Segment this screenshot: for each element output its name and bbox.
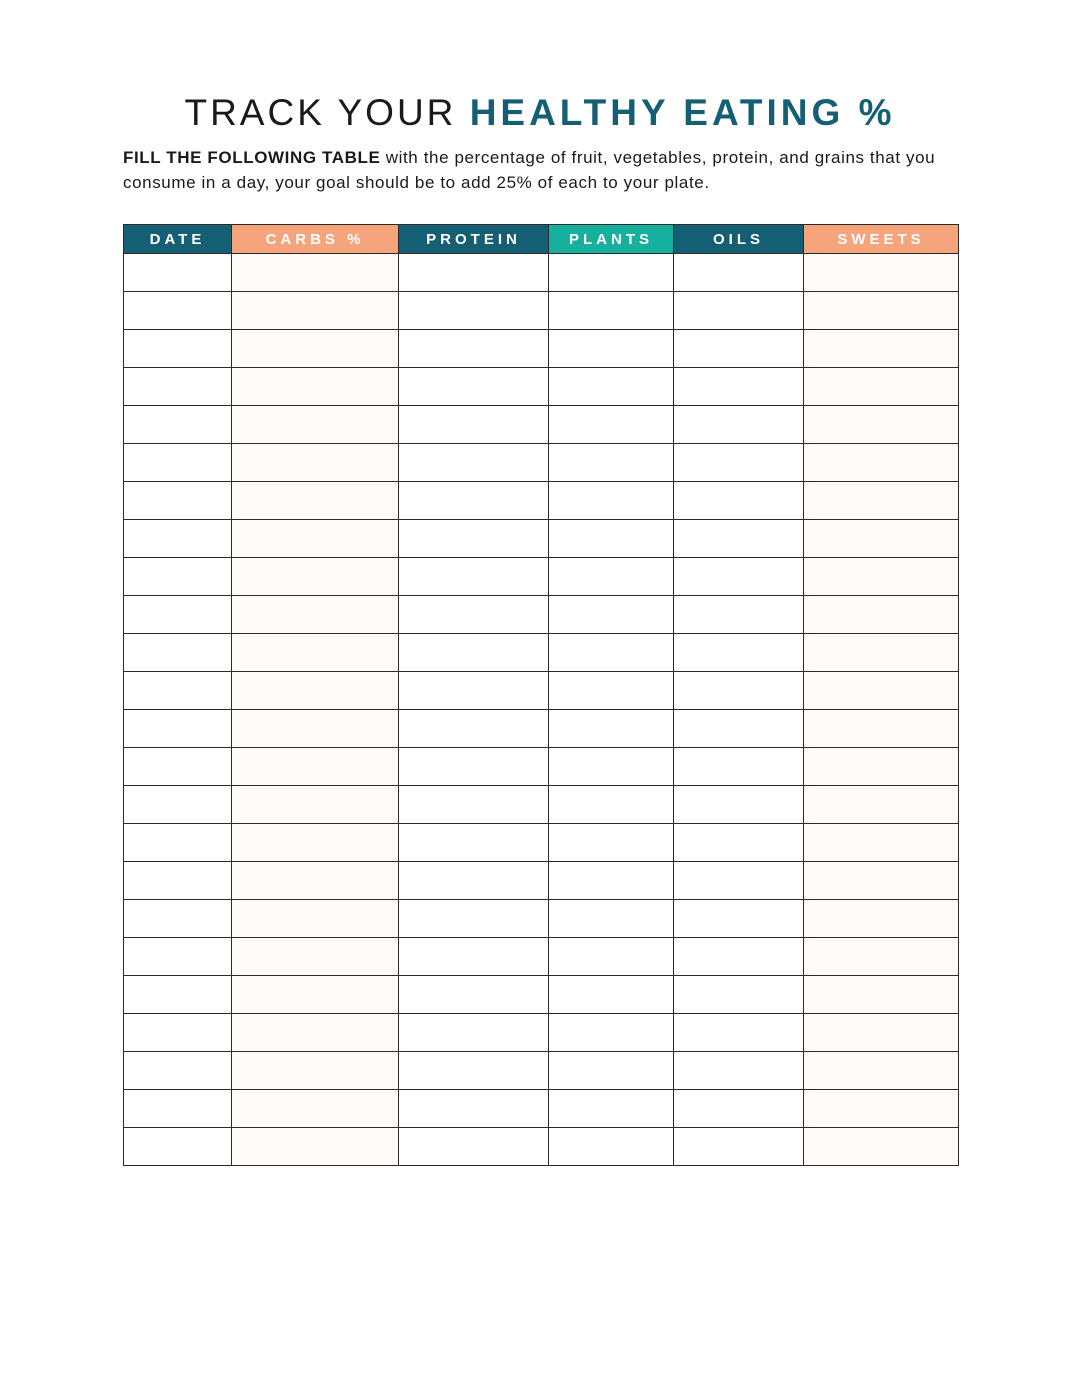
- cell-oils[interactable]: [674, 330, 804, 368]
- column-header-protein: PROTEIN: [399, 225, 549, 254]
- table-row: [124, 862, 959, 900]
- cell-sweets[interactable]: [804, 938, 959, 976]
- column-header-plants: PLANTS: [549, 225, 674, 254]
- cell-oils[interactable]: [674, 634, 804, 672]
- cell-oils[interactable]: [674, 292, 804, 330]
- cell-oils[interactable]: [674, 1052, 804, 1090]
- table-row: [124, 1014, 959, 1052]
- cell-plants[interactable]: [549, 444, 674, 482]
- cell-oils[interactable]: [674, 862, 804, 900]
- cell-oils[interactable]: [674, 558, 804, 596]
- cell-carbs[interactable]: [232, 938, 399, 976]
- cell-carbs[interactable]: [232, 634, 399, 672]
- cell-sweets[interactable]: [804, 406, 959, 444]
- title-light: TRACK YOUR: [184, 91, 457, 133]
- cell-protein[interactable]: [399, 710, 549, 748]
- cell-date[interactable]: [124, 1052, 232, 1090]
- cell-carbs[interactable]: [232, 1090, 399, 1128]
- cell-protein[interactable]: [399, 520, 549, 558]
- cell-sweets[interactable]: [804, 1052, 959, 1090]
- cell-date[interactable]: [124, 1014, 232, 1052]
- cell-plants[interactable]: [549, 520, 674, 558]
- cell-oils[interactable]: [674, 1090, 804, 1128]
- cell-carbs[interactable]: [232, 520, 399, 558]
- instructions: [123, 145, 983, 195]
- cell-protein[interactable]: [399, 900, 549, 938]
- table-row: [124, 938, 959, 976]
- cell-oils[interactable]: [674, 444, 804, 482]
- cell-oils[interactable]: [674, 786, 804, 824]
- cell-plants[interactable]: [549, 330, 674, 368]
- cell-protein[interactable]: [399, 672, 549, 710]
- cell-protein[interactable]: [399, 862, 549, 900]
- cell-date[interactable]: [124, 634, 232, 672]
- cell-date[interactable]: [124, 292, 232, 330]
- cell-protein[interactable]: [399, 444, 549, 482]
- cell-sweets[interactable]: [804, 558, 959, 596]
- cell-sweets[interactable]: [804, 1128, 959, 1166]
- cell-date[interactable]: [124, 938, 232, 976]
- cell-date[interactable]: [124, 254, 232, 292]
- cell-oils[interactable]: [674, 748, 804, 786]
- cell-sweets[interactable]: [804, 368, 959, 406]
- cell-sweets[interactable]: [804, 292, 959, 330]
- cell-date[interactable]: [124, 596, 232, 634]
- cell-protein[interactable]: [399, 254, 549, 292]
- cell-plants[interactable]: [549, 558, 674, 596]
- cell-protein[interactable]: [399, 1014, 549, 1052]
- cell-plants[interactable]: [549, 254, 674, 292]
- cell-carbs[interactable]: [232, 1052, 399, 1090]
- cell-oils[interactable]: [674, 900, 804, 938]
- cell-protein[interactable]: [399, 634, 549, 672]
- cell-carbs[interactable]: [232, 786, 399, 824]
- cell-protein[interactable]: [399, 976, 549, 1014]
- column-header-carbs: CARBS %: [232, 225, 399, 254]
- cell-carbs[interactable]: [232, 292, 399, 330]
- cell-sweets[interactable]: [804, 330, 959, 368]
- cell-protein[interactable]: [399, 368, 549, 406]
- cell-plants[interactable]: [549, 1014, 674, 1052]
- cell-plants[interactable]: [549, 748, 674, 786]
- cell-plants[interactable]: [549, 368, 674, 406]
- instructions-body: with the percentage of fruit, vegetables, protein, and grains that you consume in a day, your goal should be to add 25% of each to your plate.: [123, 148, 936, 192]
- cell-protein[interactable]: [399, 406, 549, 444]
- cell-sweets[interactable]: [804, 786, 959, 824]
- cell-sweets[interactable]: [804, 596, 959, 634]
- instructions-lead: FILL THE FOLLOWING TABLE: [123, 148, 381, 167]
- cell-carbs[interactable]: [232, 406, 399, 444]
- table-row: [124, 406, 959, 444]
- cell-plants[interactable]: [549, 292, 674, 330]
- cell-carbs[interactable]: [232, 444, 399, 482]
- cell-carbs[interactable]: [232, 596, 399, 634]
- cell-carbs[interactable]: [232, 862, 399, 900]
- cell-carbs[interactable]: [232, 368, 399, 406]
- table-body: [124, 254, 959, 1166]
- table-row: [124, 710, 959, 748]
- cell-oils[interactable]: [674, 406, 804, 444]
- table-row: [124, 748, 959, 786]
- cell-plants[interactable]: [549, 634, 674, 672]
- cell-oils[interactable]: [674, 976, 804, 1014]
- cell-oils[interactable]: [674, 368, 804, 406]
- table-row: [124, 444, 959, 482]
- cell-carbs[interactable]: [232, 1128, 399, 1166]
- cell-date[interactable]: [124, 710, 232, 748]
- cell-sweets[interactable]: [804, 444, 959, 482]
- cell-sweets[interactable]: [804, 482, 959, 520]
- column-header-date: DATE: [124, 225, 232, 254]
- table-row: [124, 596, 959, 634]
- cell-protein[interactable]: [399, 786, 549, 824]
- cell-oils[interactable]: [674, 482, 804, 520]
- table-row: [124, 1128, 959, 1166]
- cell-protein[interactable]: [399, 824, 549, 862]
- cell-plants[interactable]: [549, 672, 674, 710]
- cell-oils[interactable]: [674, 710, 804, 748]
- cell-oils[interactable]: [674, 596, 804, 634]
- cell-date[interactable]: [124, 558, 232, 596]
- cell-date[interactable]: [124, 786, 232, 824]
- cell-protein[interactable]: [399, 1090, 549, 1128]
- cell-date[interactable]: [124, 330, 232, 368]
- cell-date[interactable]: [124, 976, 232, 1014]
- cell-date[interactable]: [124, 444, 232, 482]
- table-row: [124, 254, 959, 292]
- table-row: [124, 672, 959, 710]
- column-header-oils: OILS: [674, 225, 804, 254]
- table-row: [124, 330, 959, 368]
- cell-oils[interactable]: [674, 254, 804, 292]
- cell-date[interactable]: [124, 1090, 232, 1128]
- cell-plants[interactable]: [549, 976, 674, 1014]
- cell-sweets[interactable]: [804, 824, 959, 862]
- table-row: [124, 824, 959, 862]
- cell-protein[interactable]: [399, 748, 549, 786]
- column-header-sweets: SWEETS: [804, 225, 959, 254]
- cell-carbs[interactable]: [232, 672, 399, 710]
- table-row: [124, 520, 959, 558]
- table-row: [124, 558, 959, 596]
- table-row: [124, 786, 959, 824]
- cell-protein[interactable]: [399, 938, 549, 976]
- cell-protein[interactable]: [399, 330, 549, 368]
- cell-sweets[interactable]: [804, 1090, 959, 1128]
- cell-plants[interactable]: [549, 1052, 674, 1090]
- cell-plants[interactable]: [549, 406, 674, 444]
- cell-carbs[interactable]: [232, 254, 399, 292]
- cell-sweets[interactable]: [804, 1014, 959, 1052]
- page-title: [0, 91, 1080, 135]
- cell-carbs[interactable]: [232, 1014, 399, 1052]
- cell-carbs[interactable]: [232, 900, 399, 938]
- cell-oils[interactable]: [674, 1014, 804, 1052]
- table-row: [124, 482, 959, 520]
- cell-plants[interactable]: [549, 900, 674, 938]
- table-row: [124, 1052, 959, 1090]
- cell-sweets[interactable]: [804, 254, 959, 292]
- cell-plants[interactable]: [549, 1090, 674, 1128]
- cell-sweets[interactable]: [804, 520, 959, 558]
- cell-sweets[interactable]: [804, 900, 959, 938]
- cell-protein[interactable]: [399, 482, 549, 520]
- table-header-row: [124, 225, 959, 254]
- table-row: [124, 1090, 959, 1128]
- cell-date[interactable]: [124, 368, 232, 406]
- cell-sweets[interactable]: [804, 748, 959, 786]
- cell-carbs[interactable]: [232, 748, 399, 786]
- tracking-table: [123, 224, 959, 1166]
- cell-sweets[interactable]: [804, 976, 959, 1014]
- title-bold: HEALTHY EATING %: [469, 91, 896, 133]
- cell-protein[interactable]: [399, 1128, 549, 1166]
- cell-plants[interactable]: [549, 862, 674, 900]
- cell-oils[interactable]: [674, 520, 804, 558]
- cell-date[interactable]: [124, 672, 232, 710]
- cell-plants[interactable]: [549, 824, 674, 862]
- cell-carbs[interactable]: [232, 976, 399, 1014]
- cell-date[interactable]: [124, 748, 232, 786]
- cell-plants[interactable]: [549, 938, 674, 976]
- cell-date[interactable]: [124, 1128, 232, 1166]
- cell-oils[interactable]: [674, 824, 804, 862]
- cell-date[interactable]: [124, 824, 232, 862]
- cell-oils[interactable]: [674, 938, 804, 976]
- table-row: [124, 976, 959, 1014]
- table-row: [124, 900, 959, 938]
- cell-carbs[interactable]: [232, 330, 399, 368]
- cell-oils[interactable]: [674, 672, 804, 710]
- cell-protein[interactable]: [399, 1052, 549, 1090]
- table-row: [124, 368, 959, 406]
- table-row: [124, 634, 959, 672]
- cell-carbs[interactable]: [232, 482, 399, 520]
- cell-date[interactable]: [124, 900, 232, 938]
- cell-carbs[interactable]: [232, 558, 399, 596]
- cell-oils[interactable]: [674, 1128, 804, 1166]
- cell-plants[interactable]: [549, 482, 674, 520]
- cell-date[interactable]: [124, 406, 232, 444]
- cell-protein[interactable]: [399, 292, 549, 330]
- cell-protein[interactable]: [399, 558, 549, 596]
- table-row: [124, 292, 959, 330]
- cell-carbs[interactable]: [232, 824, 399, 862]
- cell-date[interactable]: [124, 862, 232, 900]
- cell-plants[interactable]: [549, 596, 674, 634]
- cell-protein[interactable]: [399, 596, 549, 634]
- cell-date[interactable]: [124, 482, 232, 520]
- cell-sweets[interactable]: [804, 672, 959, 710]
- cell-plants[interactable]: [549, 786, 674, 824]
- cell-plants[interactable]: [549, 1128, 674, 1166]
- cell-sweets[interactable]: [804, 862, 959, 900]
- cell-plants[interactable]: [549, 710, 674, 748]
- cell-sweets[interactable]: [804, 634, 959, 672]
- cell-sweets[interactable]: [804, 710, 959, 748]
- cell-carbs[interactable]: [232, 710, 399, 748]
- cell-date[interactable]: [124, 520, 232, 558]
